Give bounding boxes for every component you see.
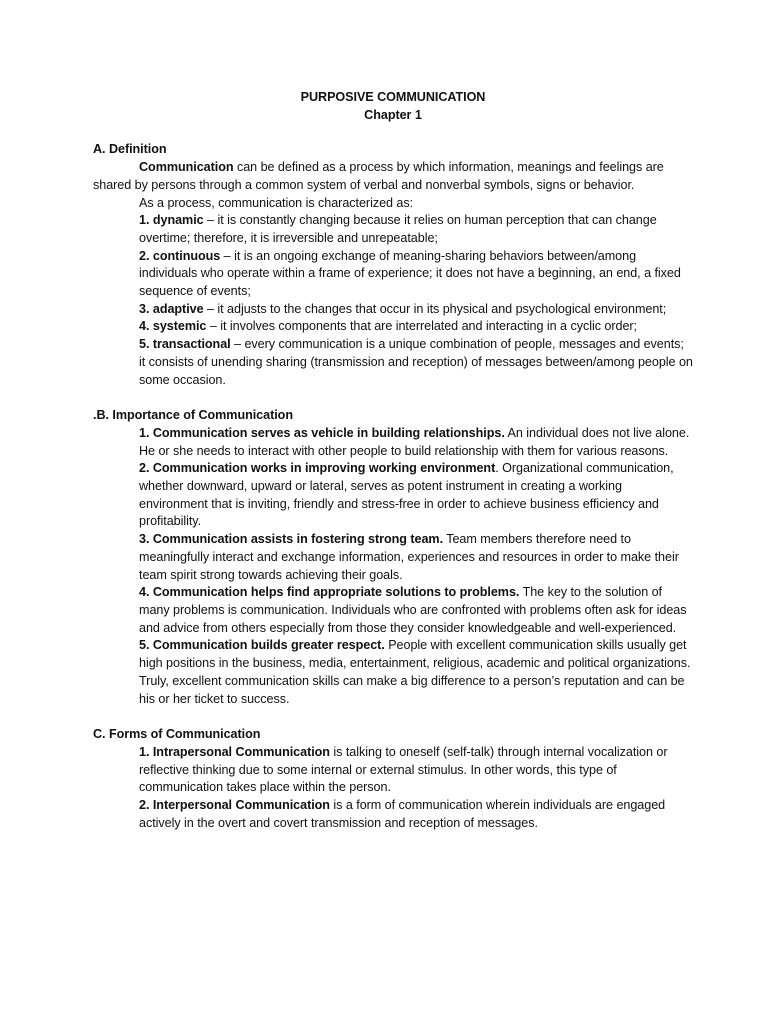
list-item: 3. adaptive – it adjusts to the changes that occur in its physical and psychological environment; xyxy=(139,301,667,316)
list-item: 2. Communication works in improving working environment. Organizational communication, whether downward, upward or lateral, serves as potent instrument in creating a working environment that is inviting, friendly and stress-free in order to achieve business efficiency and profitability. xyxy=(139,461,674,529)
list-item: 5. transactional – every communication is a unique combination of people, messages and events; it consists of unending sharing (transmission and reception) of messages between/among people on some occasion. xyxy=(139,337,693,387)
definition-text: can be defined as a process by which information, meanings and feelings are shared by persons through a common system of verbal and nonverbal symbols, signs or behavior. xyxy=(93,160,664,192)
list-item: 4. Communication helps find appropriate solutions to problems. The key to the solution of many problems is communication. Individuals who are confronted with problems often ask for ideas and advice from others especially from those they consider knowledgeable and well-experienced. xyxy=(139,585,687,635)
list-item: 5. Communication builds greater respect. People with excellent communication skills usually get high positions in the business, media, entertainment, religious, academic and political organizations. Truly, excellent communication skills can make a big difference to a person’s reputation and can be his or her ticket to success. xyxy=(139,638,691,706)
list-item: 1. dynamic – it is constantly changing because it relies on human perception that can change overtime; therefore, it is irreversible and unrepeatable; xyxy=(139,213,657,245)
list-item: 1. Communication serves as vehicle in building relationships. An individual does not live alone. He or she needs to interact with other people to build relationship with them for various reasons. xyxy=(139,425,690,458)
section-b-heading: .B. Importance of Communication xyxy=(93,408,293,423)
list-item: 3. Communication assists in fostering strong team. Team members therefore need to meaningfully interact and exchange information, experiences and resources in order to make their team spirit strong towards achieving their goals. xyxy=(139,532,679,582)
list-item: 2. Interpersonal Communication is a form of communication wherein individuals are engaged actively in the overt and covert transmission and reception of messages. xyxy=(139,798,666,830)
definition-term: Communication xyxy=(139,160,234,175)
chapter-label: Chapter 1 xyxy=(364,107,422,122)
list-item: 4. systemic – it involves components that are interrelated and interacting in a cyclic order; xyxy=(139,319,637,334)
characteristics-intro: As a process, communication is characterized as: xyxy=(139,195,414,210)
list-item: 1. Intrapersonal Communication is talking to oneself (self-talk) through internal vocalization or reflective thinking due to some internal or external stimulus. In other words, this type of communication takes place within the person. xyxy=(139,744,668,795)
list-item: 2. continuous – it is an ongoing exchange of meaning-sharing behaviors between/among individuals who operate within a frame of experience; it does not have a beginning, an end, a fixed sequence of events; xyxy=(139,248,681,299)
definition-paragraph xyxy=(93,159,693,194)
section-c-heading: C. Forms of Communication xyxy=(93,727,261,742)
document-body xyxy=(93,87,693,832)
document-title: PURPOSIVE COMMUNICATION xyxy=(300,90,486,104)
section-a-heading: A. Definition xyxy=(93,142,167,157)
